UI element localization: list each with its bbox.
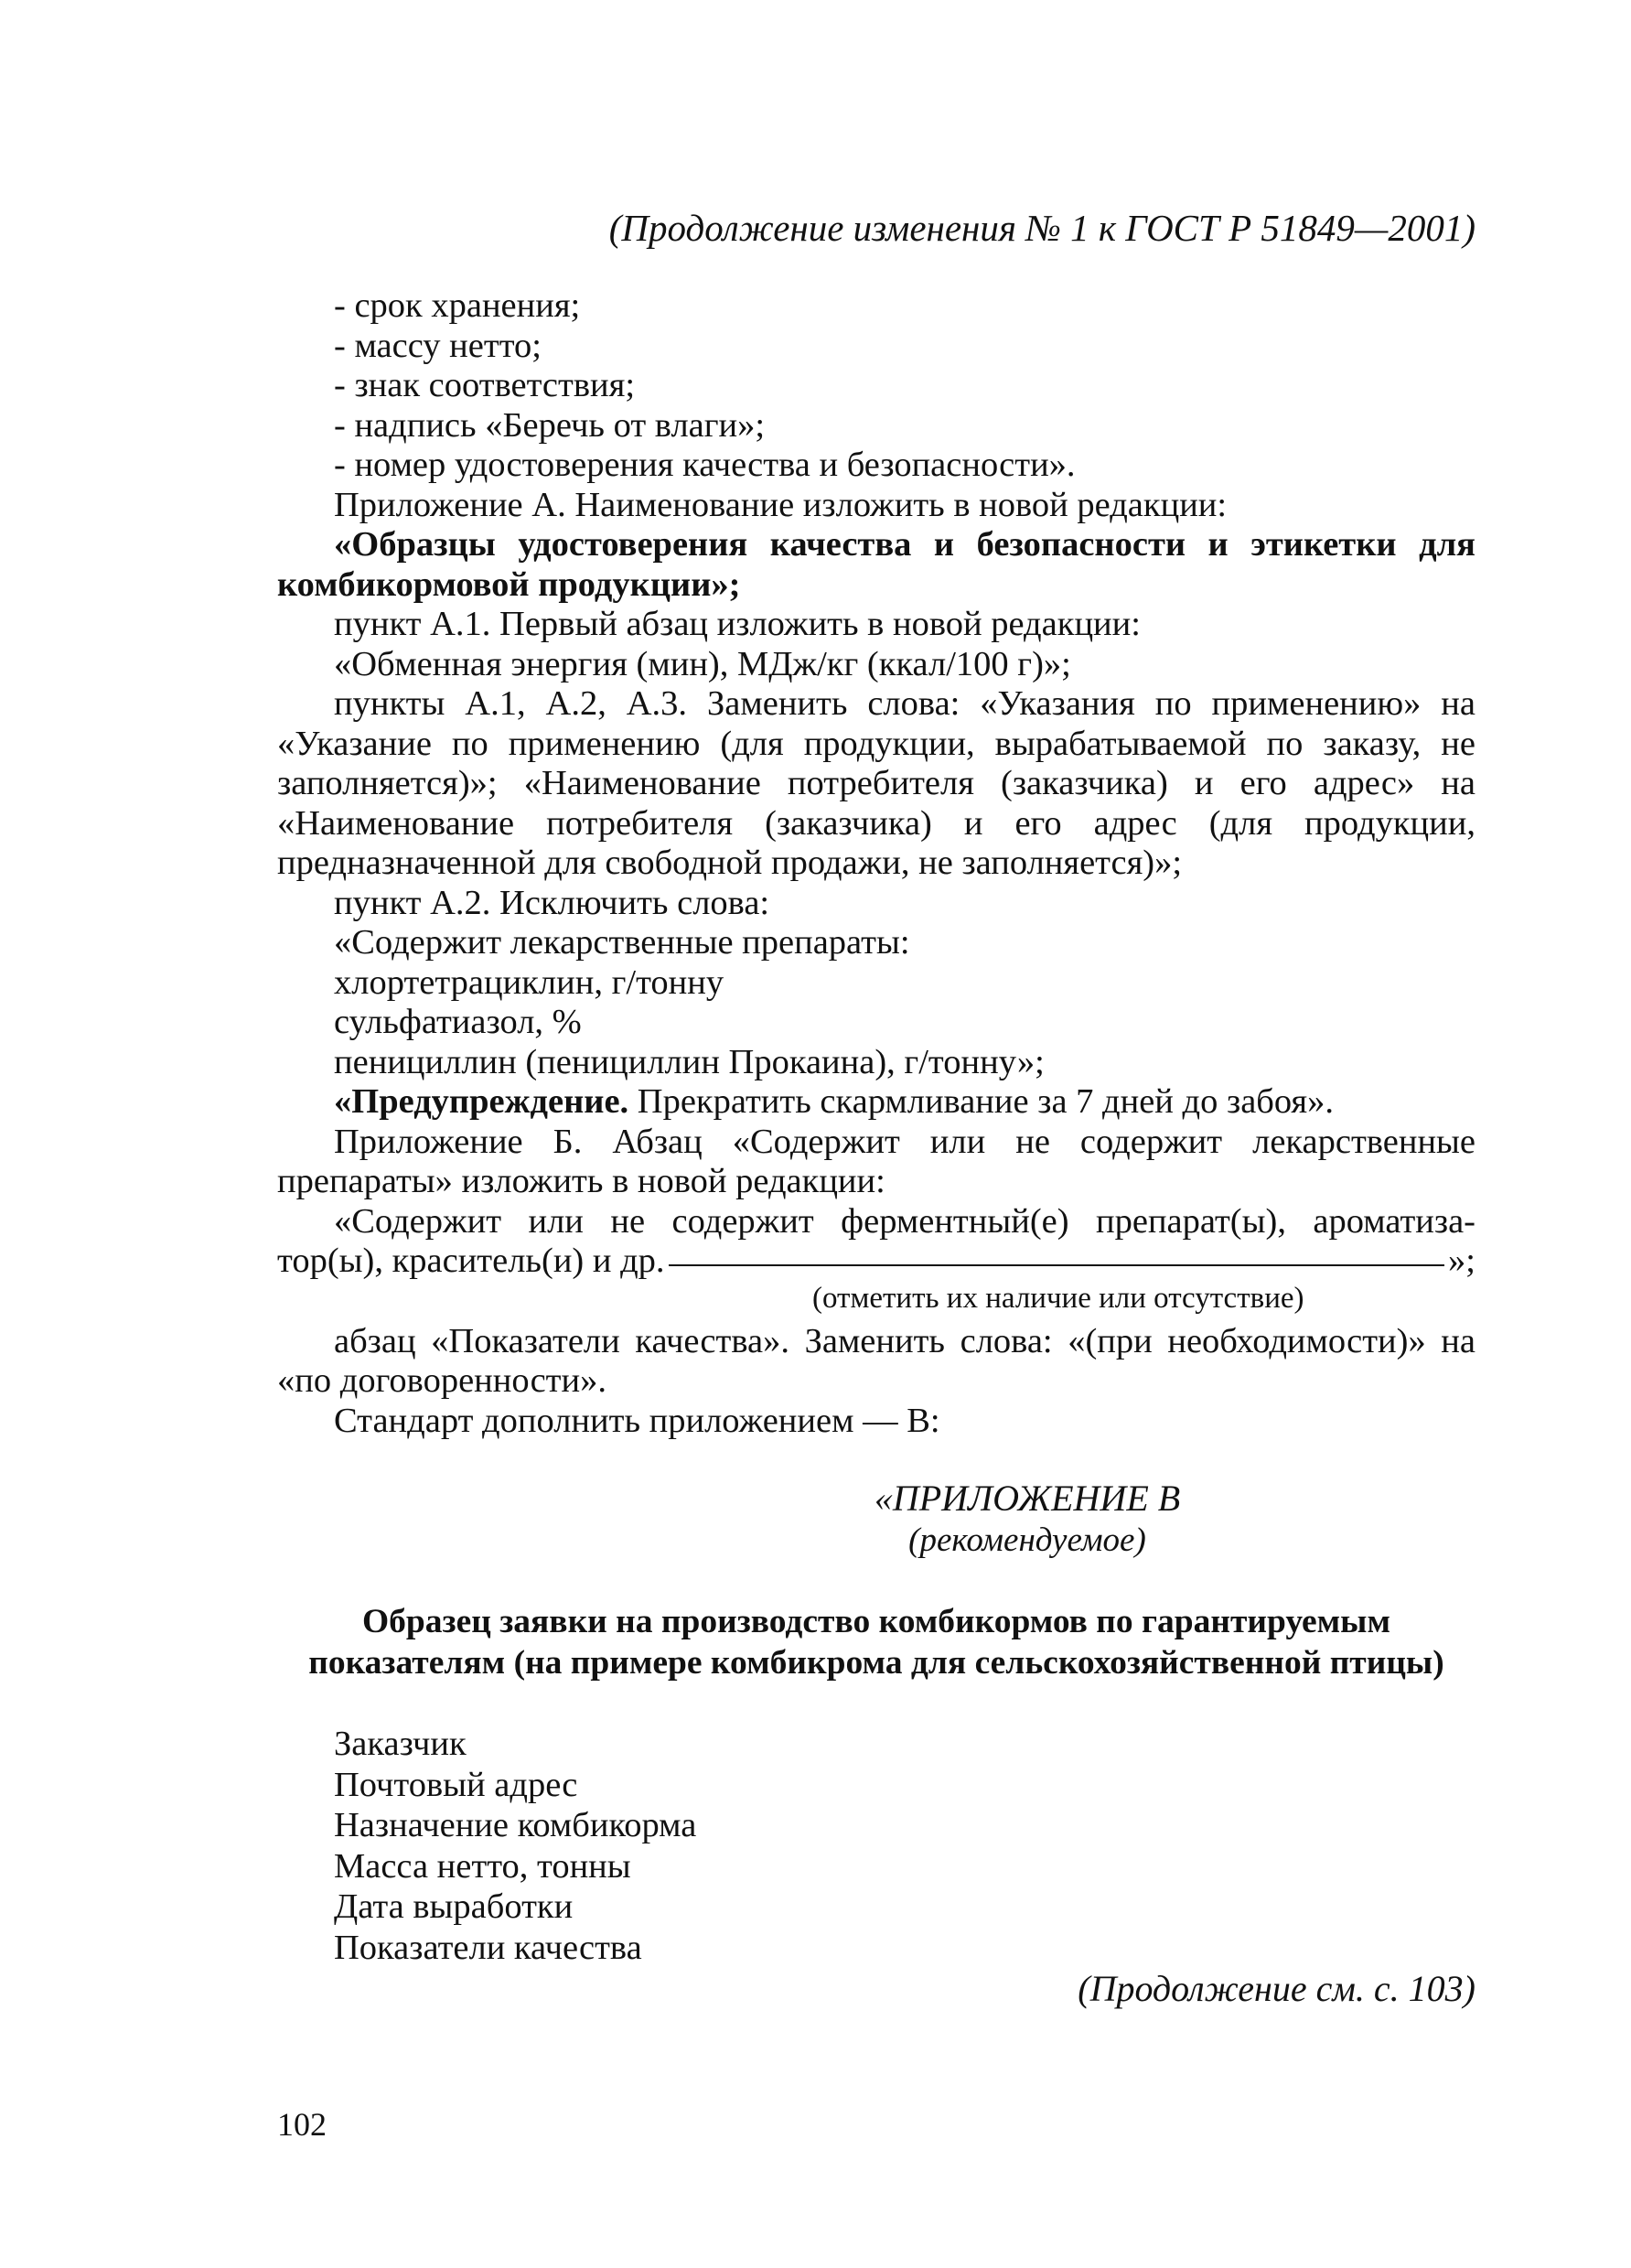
sample-title-line2: показателям (на примере комбикрома для сельскохозяйственной птицы) <box>308 1644 1444 1682</box>
list-item: - номер удостоверения качества и безопасности». <box>334 446 1076 484</box>
sample-title <box>277 1601 1475 1683</box>
paragraph-a1: пункт А.1. Первый абзац изложить в новой редакции: <box>334 605 1141 643</box>
paragraph-sulfathiazole: сульфатиазол, % <box>334 1003 582 1041</box>
form-field-label: Дата выработки <box>334 1887 574 1927</box>
paragraph-quality: абзац «Показатели качества». Заменить слова: «(при необходимости)» на «по договоренности». <box>277 1321 1475 1400</box>
list-item: - надпись «Беречь от влаги»; <box>334 405 766 445</box>
list-item: - массу нетто; <box>334 326 542 365</box>
paragraph-points: пункты А.1, А.2, А.3. Заменить слова: «Указания по применению» на «Указание по применению (для продукции, вырабатываемой по заказу, не заполняется)»; «Наименование потребителя (заказчика) и его адрес» на «Наименование потребителя (заказчика) и его адрес (для продукции, предназначенной для свободной продажи, не заполняется)»; <box>277 684 1475 882</box>
paragraph-bold-title: «Образцы удостоверения качества и безопасности и этикетки для комбикормовой продукции»; <box>277 525 1475 604</box>
paragraph-appendix-b: Приложение Б. Абзац «Содержит или не содержит лекарственные препараты» изложить в новой редакции: <box>277 1122 1475 1200</box>
continued-note: (Продолжение см. с. 103) <box>1078 1968 1475 2009</box>
form-field-list <box>334 1724 696 1969</box>
paragraph-penicillin: пенициллин (пенициллин Прокаина), г/тонну»; <box>334 1042 1045 1081</box>
paragraph-enzyme-line2 <box>277 1241 1475 1282</box>
document-page <box>277 0 1475 2268</box>
warning-text: Прекратить скармливание за 7 дней до забоя». <box>628 1082 1334 1121</box>
list-item: - срок хранения; <box>334 286 581 325</box>
paragraph-contains: «Содержит лекарственные препараты: <box>334 923 910 962</box>
form-field-label: Почтовый адрес <box>334 1765 578 1804</box>
enzyme-line2-text: тор(ы), краситель(и) и др. <box>277 1241 665 1280</box>
enzyme-line2-end: »; <box>1448 1241 1475 1280</box>
paragraph-supplement: Стандарт дополнить приложением — В: <box>334 1401 940 1440</box>
blank-caption: (отметить их наличие или отсутствие) <box>812 1281 1304 1315</box>
amendment-body <box>277 286 1475 1441</box>
paragraph-energy: «Обменная энергия (мин), МДж/кг (ккал/100 г)»; <box>334 644 1071 683</box>
page-number: 102 <box>277 2106 327 2143</box>
paragraph-enzyme-line1: «Содержит или не содержит ферментный(е) препарат(ы), ароматиза- <box>334 1201 1475 1241</box>
paragraph-chlortetracycline: хлортетрациклин, г/тонну <box>334 962 724 1002</box>
appendix-v-heading <box>277 1477 1475 1561</box>
warning-label: «Предупреждение. <box>334 1082 629 1121</box>
fill-in-blank <box>669 1264 1444 1266</box>
form-field-label: Заказчик <box>334 1725 467 1763</box>
appendix-v-subtitle: (рекомендуемое) <box>908 1521 1146 1559</box>
form-field-label: Показатели качества <box>334 1928 642 1967</box>
paragraph-warning <box>277 1082 1475 1123</box>
form-field-label: Назначение комбикорма <box>334 1806 697 1845</box>
form-field-label: Масса нетто, тонны <box>334 1846 631 1886</box>
running-header: (Продолжение изменения № 1 к ГОСТ Р 51849—2001) <box>608 207 1475 249</box>
paragraph-appendix-a: Приложение А. Наименование изложить в новой редакции: <box>334 485 1228 524</box>
list-item: - знак соответствия; <box>334 366 636 404</box>
sample-title-line1: Образец заявки на производство комбикормов по гарантируемым <box>361 1603 1390 1640</box>
appendix-v-title: «ПРИЛОЖЕНИЕ В <box>874 1478 1181 1519</box>
paragraph-a2: пункт А.2. Исключить слова: <box>334 883 770 922</box>
